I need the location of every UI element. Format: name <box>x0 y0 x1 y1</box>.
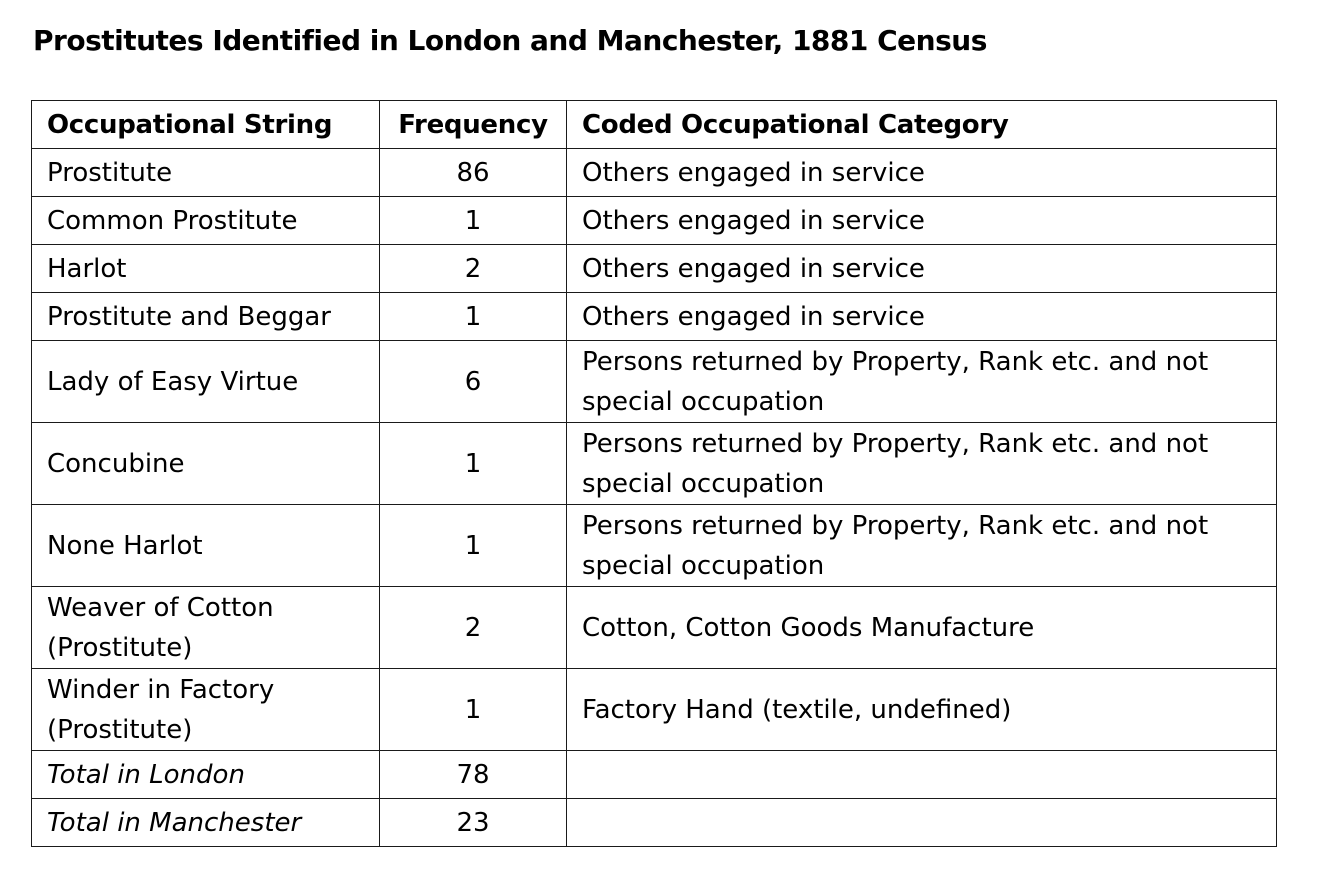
category-cell: Factory Hand (textile, undefined) <box>567 669 1277 751</box>
category-cell: Persons returned by Property, Rank etc. and not special occupation <box>567 341 1277 423</box>
category-cell: Cotton, Cotton Goods Manufacture <box>567 587 1277 669</box>
frequency-cell: 6 <box>380 341 567 423</box>
occupation-cell: Concubine <box>32 423 380 505</box>
frequency-cell: 2 <box>380 245 567 293</box>
total-category-cell <box>567 751 1277 799</box>
table-row <box>32 245 1277 293</box>
header-coded-category: Coded Occupational Category <box>567 101 1277 149</box>
frequency-cell: 1 <box>380 197 567 245</box>
category-cell: Others engaged in service <box>567 197 1277 245</box>
table-row <box>32 341 1277 423</box>
table-row <box>32 505 1277 587</box>
category-cell: Persons returned by Property, Rank etc. and not special occupation <box>567 505 1277 587</box>
frequency-cell: 1 <box>380 669 567 751</box>
header-frequency: Frequency <box>380 101 567 149</box>
census-table <box>31 100 1277 847</box>
table-header-row <box>32 101 1277 149</box>
total-row-manchester <box>32 799 1277 847</box>
occupation-cell: Harlot <box>32 245 380 293</box>
page-title: Prostitutes Identified in London and Manchester, 1881 Census <box>33 24 987 57</box>
total-label-cell: Total in Manchester <box>32 799 380 847</box>
category-cell: Others engaged in service <box>567 293 1277 341</box>
frequency-cell: 86 <box>380 149 567 197</box>
table-row <box>32 423 1277 505</box>
table-row <box>32 669 1277 751</box>
total-frequency-cell: 23 <box>380 799 567 847</box>
category-cell: Others engaged in service <box>567 245 1277 293</box>
frequency-cell: 1 <box>380 293 567 341</box>
table-row <box>32 197 1277 245</box>
category-cell: Others engaged in service <box>567 149 1277 197</box>
category-cell: Persons returned by Property, Rank etc. and not special occupation <box>567 423 1277 505</box>
frequency-cell: 2 <box>380 587 567 669</box>
occupation-cell: Lady of Easy Virtue <box>32 341 380 423</box>
table-row <box>32 149 1277 197</box>
occupation-cell: Prostitute <box>32 149 380 197</box>
table-row <box>32 587 1277 669</box>
occupation-cell: Weaver of Cotton (Prostitute) <box>32 587 380 669</box>
occupation-cell: Common Prostitute <box>32 197 380 245</box>
total-frequency-cell: 78 <box>380 751 567 799</box>
occupation-cell: None Harlot <box>32 505 380 587</box>
frequency-cell: 1 <box>380 505 567 587</box>
total-label-cell: Total in London <box>32 751 380 799</box>
frequency-cell: 1 <box>380 423 567 505</box>
occupation-cell: Prostitute and Beggar <box>32 293 380 341</box>
header-occupational-string: Occupational String <box>32 101 380 149</box>
total-category-cell <box>567 799 1277 847</box>
occupation-cell: Winder in Factory (Prostitute) <box>32 669 380 751</box>
total-row-london <box>32 751 1277 799</box>
table-row <box>32 293 1277 341</box>
